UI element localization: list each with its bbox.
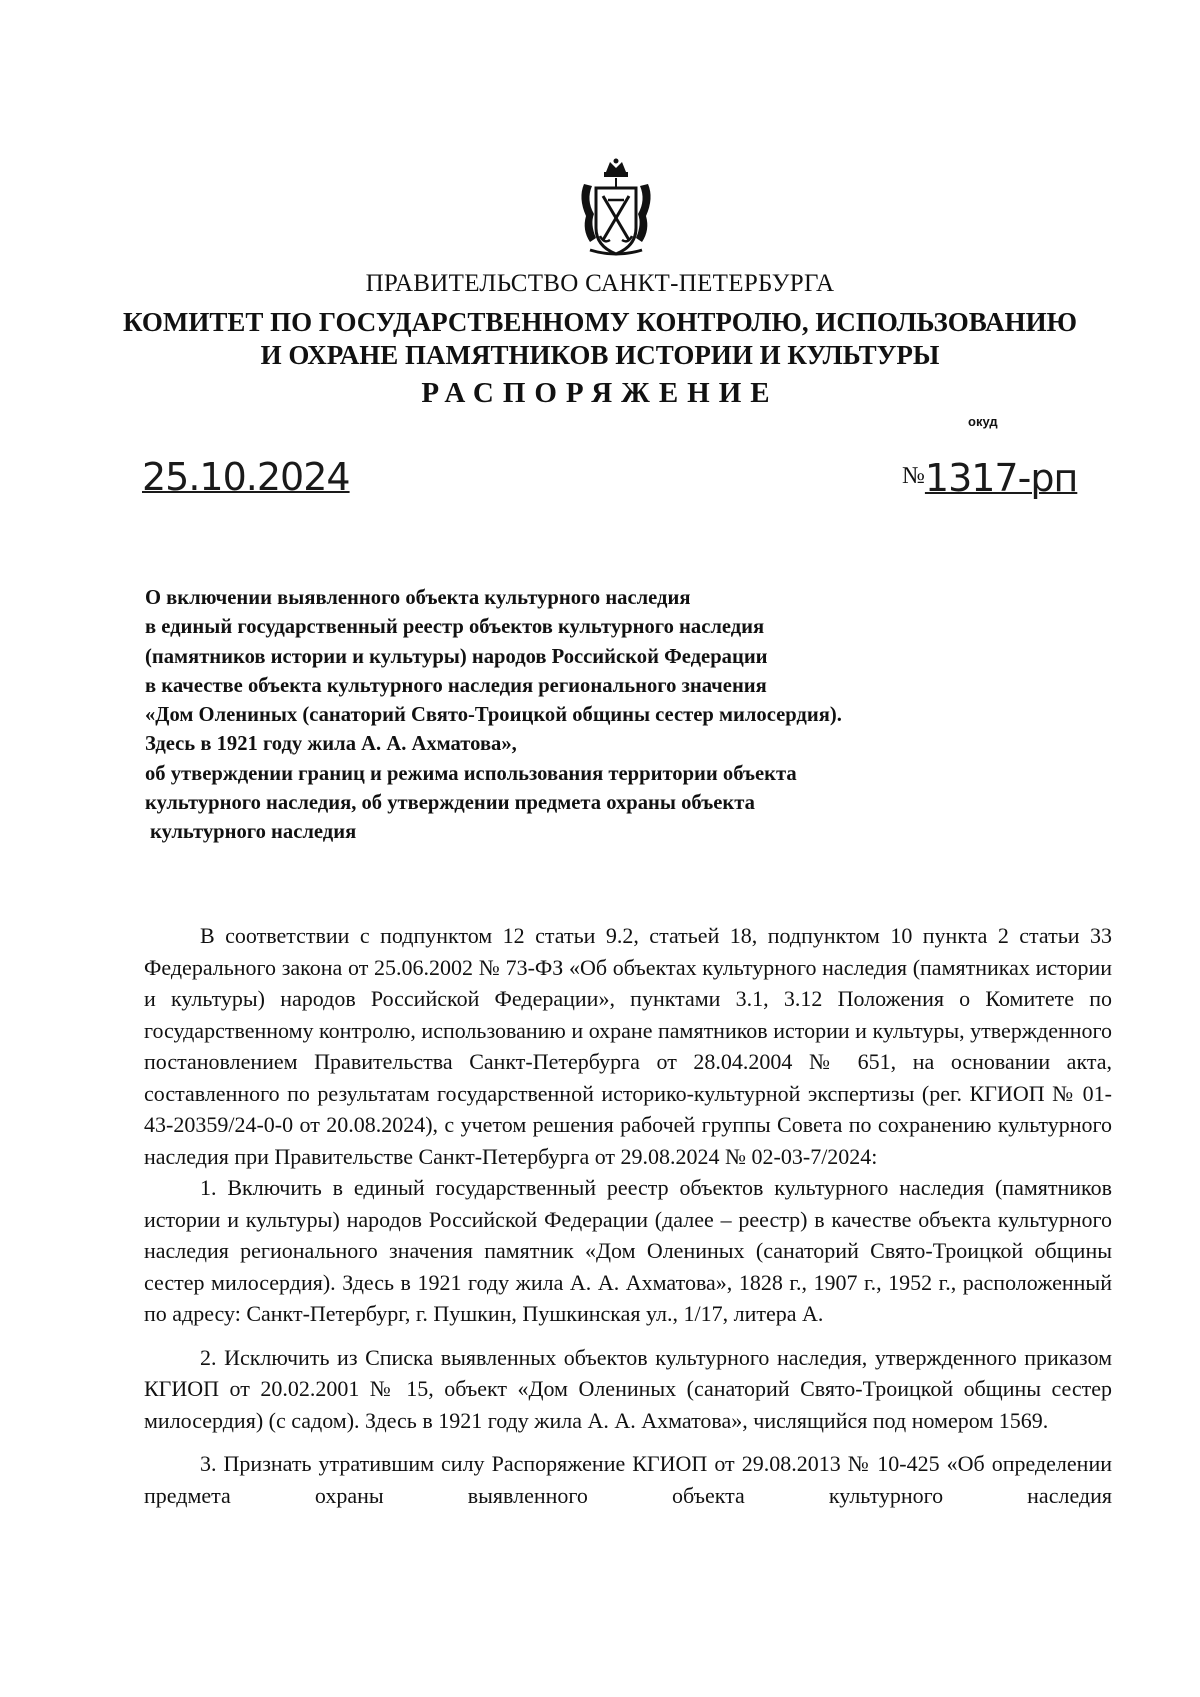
handwritten-date: 25.10.2024	[142, 455, 350, 499]
okud-label: окуд	[968, 414, 998, 429]
committee-name	[0, 306, 1200, 372]
preamble-paragraph: В соответствии с подпунктом 12 статьи 9.2, статьей 18, подпунктом 10 пункта 2 статьи 33 Федерального закона от 25.06.2002 № 73-ФЗ «Об объектах культурного наследия (памятниках истории и культуры) народов Российской Федерации», пунктами 3.1, 3.12 Положения о Комитете по государственному контролю, использованию и охране памятников истории и культуры, утвержденного постановлением Правительства Санкт-Петербурга от 28.04.2004 № 651, на основании акта, составленного по результатам государственной историко-культурной экспертизы (рег. КГИОП № 01-43-20359/24-0-0 от 20.08.2024), с учетом решения рабочей группы Совета по сохранению культурного наследия при Правительстве Санкт-Петербурга от 29.08.2024 № 02-03-7/2024:	[144, 923, 1112, 1169]
saint-petersburg-coat-of-arms-icon	[576, 158, 656, 258]
subject-line: в единый государственный реестр объектов культурного наследия	[145, 616, 765, 639]
subject-line: в качестве объекта культурного наследия регионального значения	[145, 674, 767, 697]
subject-line: «Дом Олениных (санаторий Свято-Троицкой общины сестер милосердия).	[145, 704, 842, 727]
government-name: ПРАВИТЕЛЬСТВО САНКТ-ПЕТЕРБУРГА	[365, 270, 835, 297]
subject-line: О включении выявленного объекта культурного наследия	[145, 587, 691, 609]
handwritten-number: 1317-рп	[924, 456, 1078, 500]
item-3-paragraph: 3. Признать утратившим силу Распоряжение КГИОП от 29.08.2013 № 10-425 «Об определении предмета охраны выявленного объекта культурного наследия	[144, 1451, 1112, 1508]
item-2-paragraph: 2. Исключить из Списка выявленных объектов культурного наследия, утвержденного приказом КГИОП от 20.02.2001 № 15, объект «Дом Олениных (санаторий Свято-Троицкой общины сестер милосердия) (с садом). Здесь в 1921 году жила А. А. Ахматова», числящийся под номером 1569.	[144, 1344, 1112, 1433]
subject-line: культурного наследия	[150, 821, 357, 844]
subject-line: об утверждении границ и режима использования территории объекта	[145, 762, 797, 785]
committee-name-line-2: И ОХРАНЕ ПАМЯТНИКОВ ИСТОРИИ И КУЛЬТУРЫ	[260, 340, 940, 370]
document-type: РАСПОРЯЖЕНИЕ	[421, 377, 779, 409]
document-subject	[145, 584, 1065, 848]
document-body	[144, 920, 1112, 1511]
subject-line: Здесь в 1921 году жила А. А. Ахматова»,	[145, 733, 517, 756]
committee-name-line-1: КОМИТЕТ ПО ГОСУДАРСТВЕННОМУ КОНТРОЛЮ, ИСПОЛЬЗОВАНИЮ	[123, 307, 1077, 337]
subject-line: культурного наследия, об утверждении предмета охраны объекта	[145, 792, 755, 815]
number-sign: №	[902, 463, 925, 489]
item-1-paragraph: 1. Включить в единый государственный реестр объектов культурного наследия (памятников истории и культуры) народов Российской Федерации (далее – реестр) в качестве объекта культурного наследия регионального значения памятник «Дом Олениных (санаторий Свято-Троицкой общины сестер милосердия). Здесь в 1921 году жила А. А. Ахматова», 1828 г., 1907 г., 1952 г., расположенный по адресу: Санкт-Петербург, г. Пушкин, Пушкинская ул., 1/17, литера А.	[144, 1175, 1112, 1326]
subject-line: (памятников истории и культуры) народов Российской Федерации	[145, 645, 768, 668]
document-number	[902, 456, 1077, 500]
